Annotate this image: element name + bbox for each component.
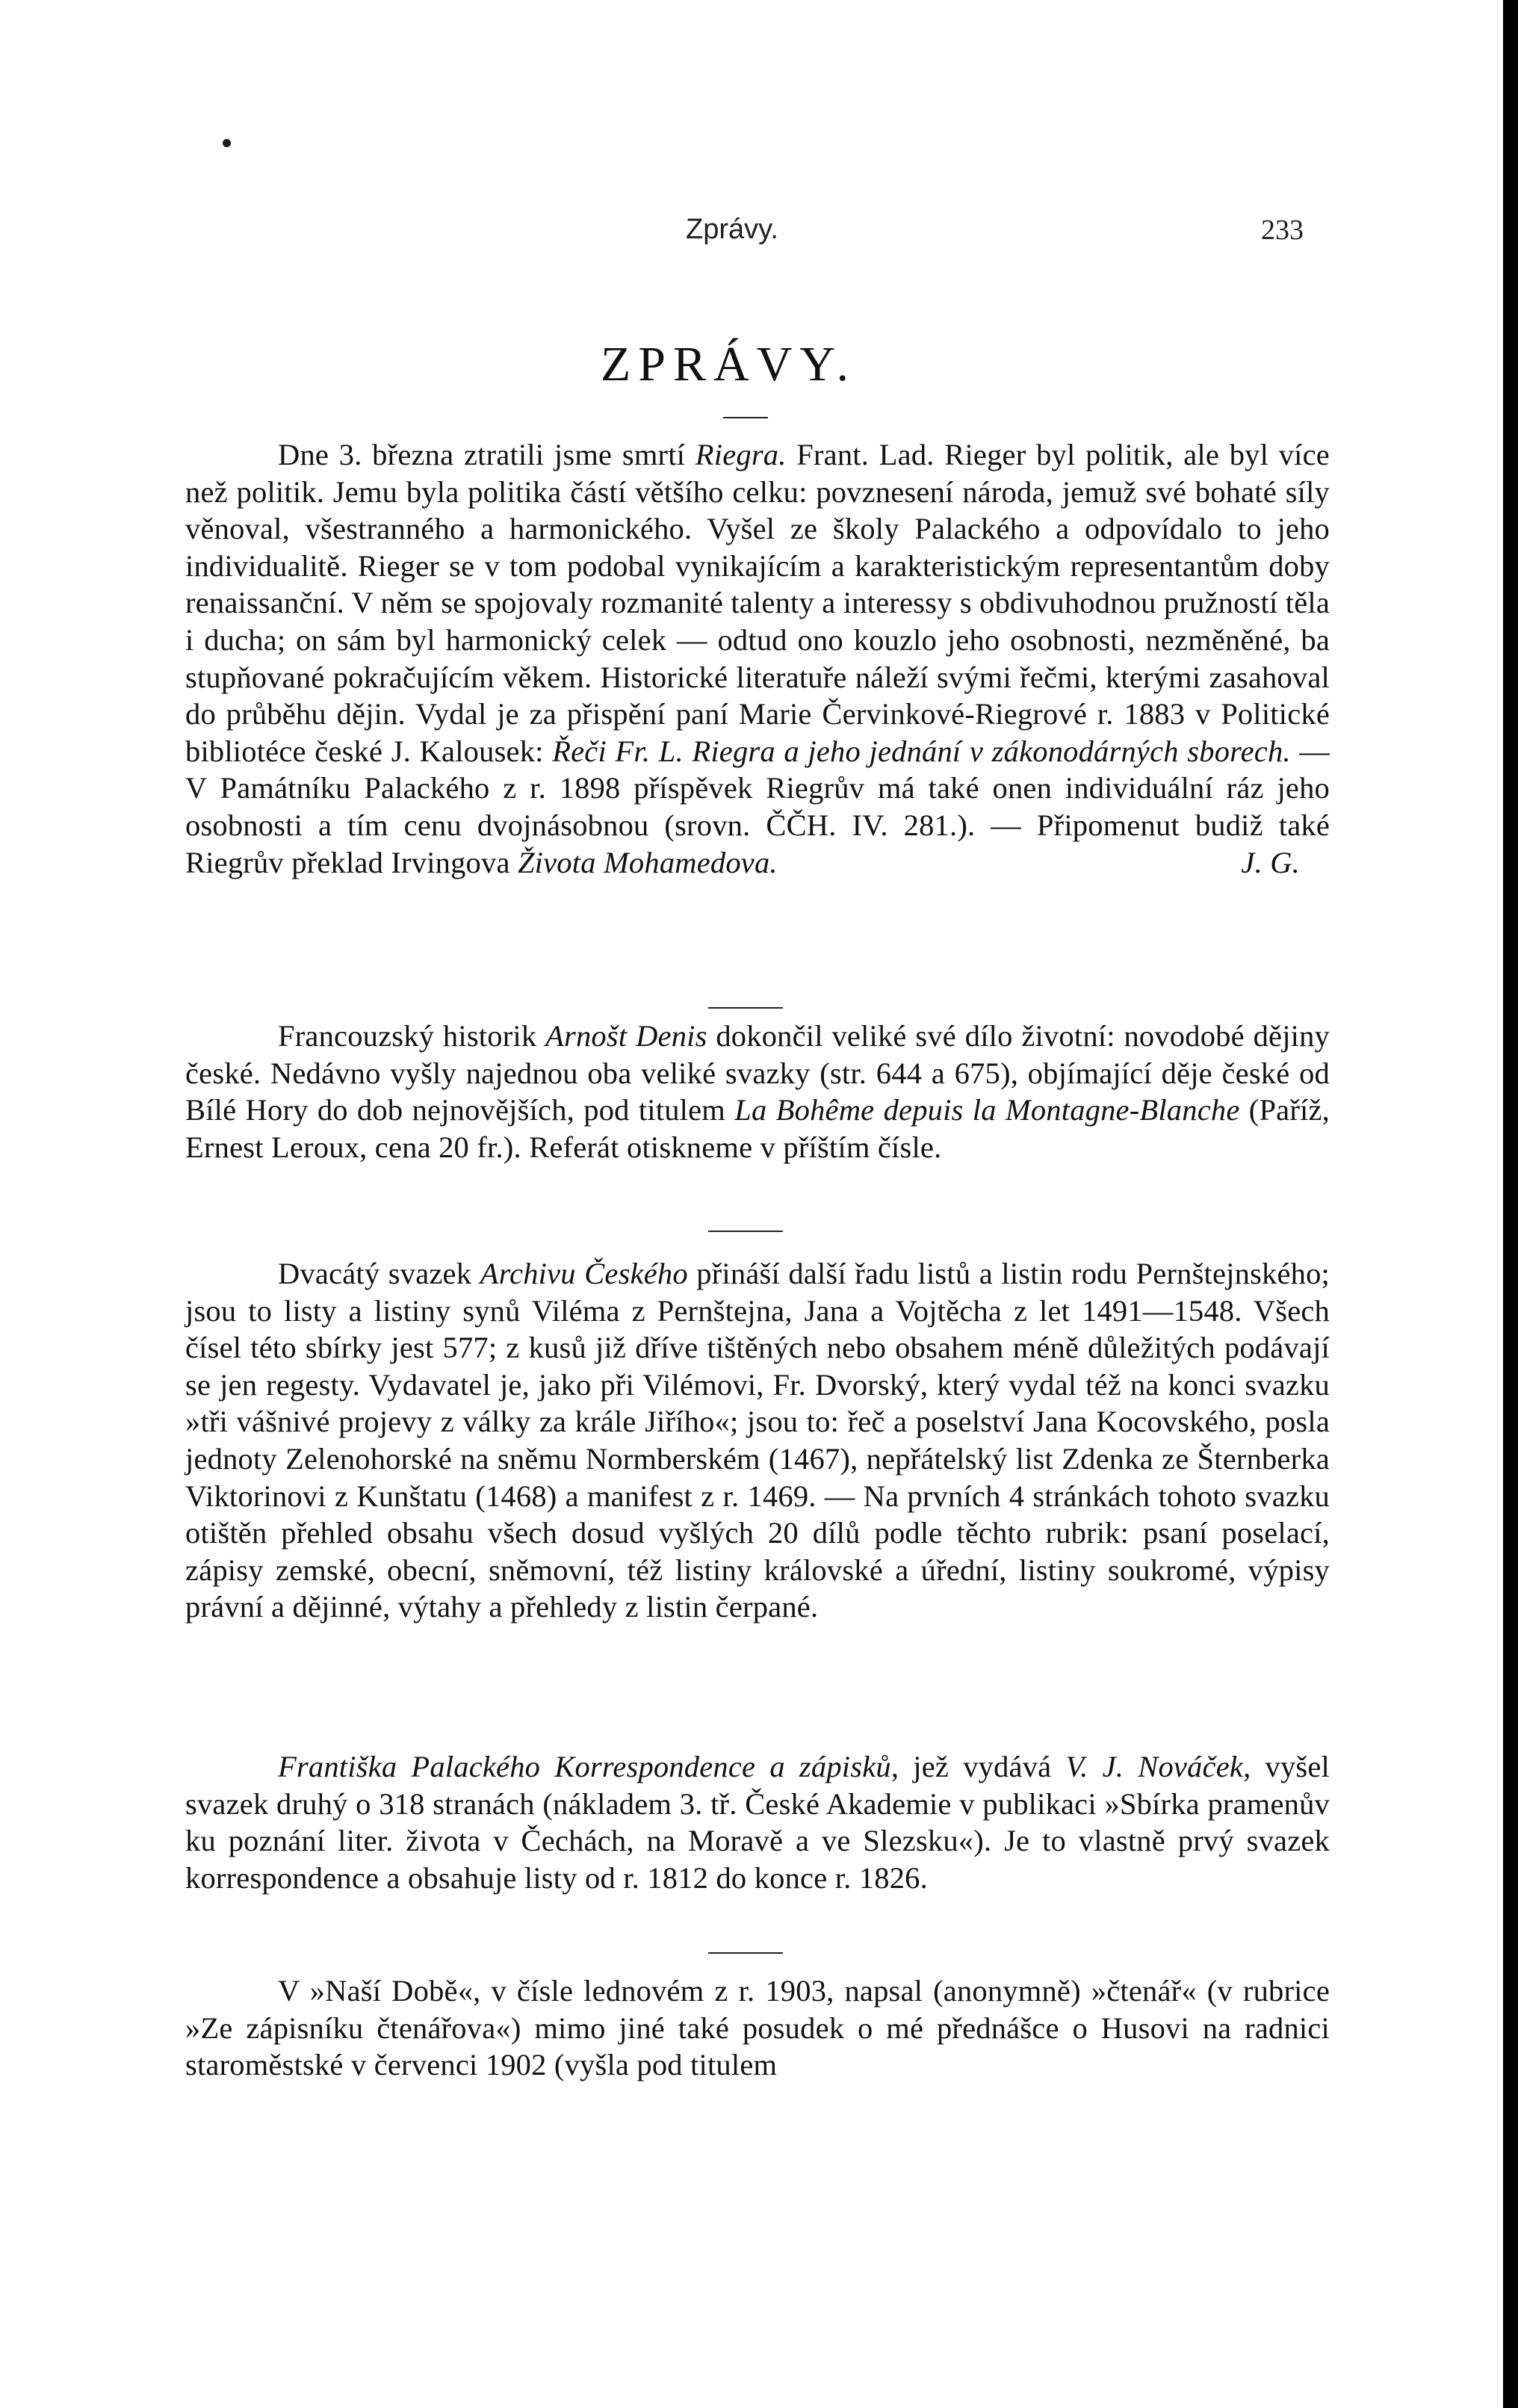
italic-run: Řeči Fr. L. Riegra a jeho jednání v zákonodárných sborech.: [552, 734, 1291, 768]
text-run: přináší další řadu listů a listin rodu Pernštejnského; jsou to listy a listiny synů Viléma z Pernštejna, Jana a Vojtěcha z let 1491—1548. Všech čísel této sbírky jest 577; z kusů již dříve tištěných nebo obsahem méně důležitých podávají se jen regesty. Vydavatel je, jako při Vilémovi, Fr. Dvorský, který vydal též na konci svazku »tři vášnivé projevy z války za krále Jiřího«; jsou to: řeč a poselství Jana Kocovského, posla jednoty Zelenohorské na sněmu Normberském (1467), nepřátelský list Zdenka ze Šternberka Viktorinovi z Kunštatu (1468) a manifest z r. 1469. — Na prvních 4 stránkách tohoto svazku otištěn přehled obsahu všech dosud vyšlých 20 dílů podle těchto rubrik: psaní poselací, zápisy zemské, obecní, sněmovní, též listiny královské a úřední, listiny soukromé, výpisy právní a dějinné, výtahy a přehledy z listin čerpané.: [185, 1257, 1330, 1624]
text-run: Frant. Lad. Rieger byl politik, ale byl více než politik. Jemu byla politika částí většího celku: povznesení národa, jemuž své bohaté síly věnoval, všestranného a harmonického. Vyšel ze školy Palackého a odpovídalo to jeho individualitě. Rieger se v tom podobal vynikajícím a karakteristickým representantům doby renaissanční. V něm se spojovaly rozmanité talenty a interessy s obdivuhodnou pružností těla i ducha; on sám byl harmonický celek — odtud ono kouzlo jeho osobnosti, nezměněné, ba stupňované pokračujícím věkem. Historické literatuře náleží svými řečmi, kterými zasahoval do průběhu dějin. Vydal je za přispění paní Marie Červinkové-Riegrové r. 1883 v Politické bibliotéce české J. Kalousek:: [185, 438, 1330, 768]
author-signature: J. G.: [1241, 845, 1300, 879]
page-heading: ZPRÁVY.: [600, 337, 857, 391]
news-item-denis: [185, 1018, 1330, 1166]
running-title: Zprávy.: [686, 214, 778, 245]
text-run: V »Naší Době«, v čísle lednovém z r. 1903, napsal (anonymně) »čtenář« (v rubrice »Ze zápisníku čtenářova«) mimo jiné také posudek o mé přednášce o Husovi na radnici staroměstské v červenci 1902 (vyšla pod titulem: [185, 1974, 1330, 2082]
text-run: — V Památníku Palackého z r. 1898 příspěvek Riegrův má také onen individuální ráz jeho osobnosti a tím cenu dvojnásobnou (srovn. ČČH. IV. 281.). — Připomenut budiž také Riegrův překlad Irvingova: [185, 734, 1330, 879]
italic-run: Riegra.: [695, 438, 787, 471]
section-rule: [708, 1007, 783, 1009]
italic-run: La Bohême depuis la Montagne-Blanche: [734, 1093, 1240, 1127]
section-rule: [708, 1952, 783, 1954]
text-run: , vyšel svazek druhý o 318 stranách (nákladem 3. tř. České Akademie v publikaci »Sbírka pramenův ku poznání liter. života v Čechách, na Moravě a ve Slezsku«). Je to vlastně prvý svazek korrespondence a obsahuje listy od r. 1812 do konce r. 1826.: [185, 1750, 1330, 1895]
text-run: (Paříž, Ernest Leroux, cena 20 fr.). Referát otiskneme v příštím čísle.: [185, 1093, 1330, 1164]
italic-run: V. J. Nováček: [1065, 1750, 1244, 1783]
italic-run: Arnošt Denis: [545, 1019, 707, 1053]
news-item-archiv-cesky: [185, 1255, 1330, 1626]
heading-rule: [723, 417, 768, 418]
italic-run: Archivu Českého: [480, 1257, 688, 1290]
news-item-nase-doba: [185, 1972, 1330, 2084]
text-run: Dvacátý svazek: [278, 1257, 480, 1290]
text-run: dokončil veliké své dílo životní: novodobé dějiny české. Nedávno vyšly najednou oba veliké svazky (str. 644 a 675), objímající děje české od Bílé Hory do dob nejnovějších, pod titulem: [185, 1019, 1330, 1127]
italic-run: Františka Palackého Korrespondence a zápisků: [278, 1750, 891, 1783]
section-rule: [708, 1231, 783, 1232]
text-run: Dne 3. března ztratili jsme smrtí: [278, 438, 696, 471]
text-run: , jež vydává: [890, 1750, 1066, 1783]
news-item-palacky-korrespondence: [185, 1748, 1330, 1896]
text-run: Francouzský historik: [278, 1019, 546, 1053]
italic-run: Života Mohamedova.: [517, 845, 778, 879]
news-item-rieger: [185, 436, 1330, 881]
page-speck: [223, 139, 231, 147]
running-head: [0, 214, 1503, 259]
page-number: 233: [1261, 214, 1304, 246]
